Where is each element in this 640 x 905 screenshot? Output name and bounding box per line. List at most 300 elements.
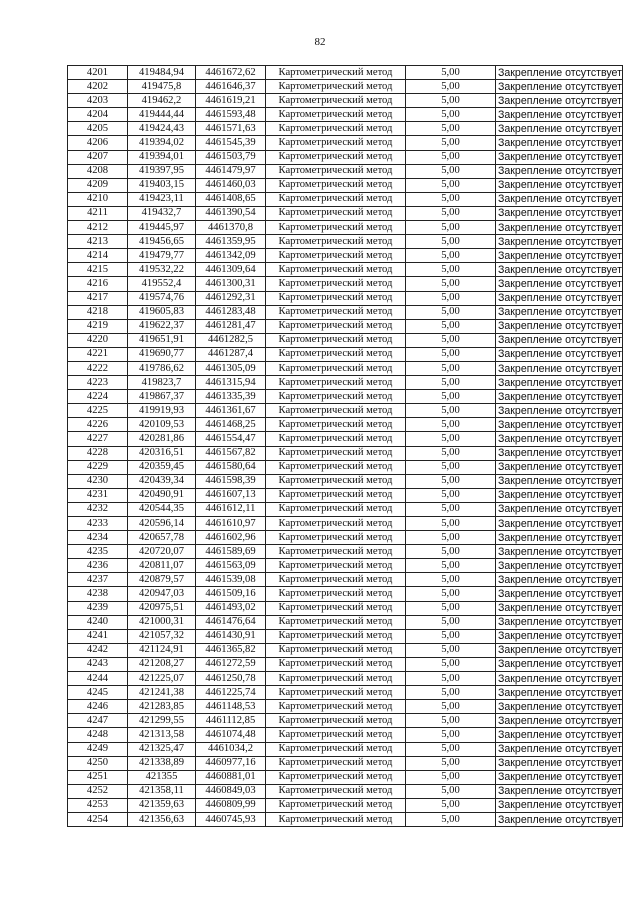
x-coordinate-cell: 419867,37: [128, 390, 196, 404]
point-number-cell: 4216: [68, 277, 128, 291]
x-coordinate-cell: 420947,03: [128, 587, 196, 601]
point-number-cell: 4250: [68, 756, 128, 770]
y-coordinate-cell: 4461300,31: [196, 277, 266, 291]
precision-cell: 5,00: [406, 531, 496, 545]
status-cell: Закрепление отсутствует: [496, 235, 623, 249]
y-coordinate-cell: 4461646,37: [196, 80, 266, 94]
precision-cell: 5,00: [406, 474, 496, 488]
method-cell: Картометрический метод: [266, 418, 406, 432]
x-coordinate-cell: 421358,11: [128, 784, 196, 798]
status-cell: Закрепление отсутствует: [496, 615, 623, 629]
status-cell: Закрепление отсутствует: [496, 643, 623, 657]
table-row: [68, 319, 623, 333]
point-number-cell: 4215: [68, 263, 128, 277]
status-cell: Закрепление отсутствует: [496, 221, 623, 235]
y-coordinate-cell: 4461509,16: [196, 587, 266, 601]
status-cell: Закрепление отсутствует: [496, 404, 623, 418]
x-coordinate-cell: 420720,07: [128, 545, 196, 559]
y-coordinate-cell: 4461598,39: [196, 474, 266, 488]
method-cell: Картометрический метод: [266, 164, 406, 178]
method-cell: Картометрический метод: [266, 235, 406, 249]
method-cell: Картометрический метод: [266, 700, 406, 714]
status-cell: Закрепление отсутствует: [496, 263, 623, 277]
precision-cell: 5,00: [406, 235, 496, 249]
precision-cell: 5,00: [406, 657, 496, 671]
point-number-cell: 4235: [68, 545, 128, 559]
x-coordinate-cell: 421299,55: [128, 714, 196, 728]
x-coordinate-cell: 419424,43: [128, 122, 196, 136]
y-coordinate-cell: 4461460,03: [196, 178, 266, 192]
table-row: [68, 643, 623, 657]
precision-cell: 5,00: [406, 136, 496, 150]
point-number-cell: 4234: [68, 531, 128, 545]
table-row: [68, 221, 623, 235]
y-coordinate-cell: 4461148,53: [196, 700, 266, 714]
point-number-cell: 4247: [68, 714, 128, 728]
point-number-cell: 4213: [68, 235, 128, 249]
precision-cell: 5,00: [406, 319, 496, 333]
x-coordinate-cell: 419919,93: [128, 404, 196, 418]
x-coordinate-cell: 420811,07: [128, 559, 196, 573]
point-number-cell: 4210: [68, 192, 128, 206]
point-number-cell: 4203: [68, 94, 128, 108]
method-cell: Картометрический метод: [266, 559, 406, 573]
method-cell: Картометрический метод: [266, 545, 406, 559]
point-number-cell: 4202: [68, 80, 128, 94]
status-cell: Закрепление отсутствует: [496, 531, 623, 545]
y-coordinate-cell: 4461309,64: [196, 263, 266, 277]
x-coordinate-cell: 421313,58: [128, 728, 196, 742]
precision-cell: 5,00: [406, 277, 496, 291]
method-cell: Картометрический метод: [266, 136, 406, 150]
y-coordinate-cell: 4461370,8: [196, 221, 266, 235]
x-coordinate-cell: 421325,47: [128, 742, 196, 756]
x-coordinate-cell: 421283,85: [128, 700, 196, 714]
x-coordinate-cell: 419475,8: [128, 80, 196, 94]
status-cell: Закрепление отсутствует: [496, 206, 623, 220]
status-cell: Закрепление отсутствует: [496, 812, 623, 826]
precision-cell: 5,00: [406, 333, 496, 347]
method-cell: Картометрический метод: [266, 404, 406, 418]
method-cell: Картометрический метод: [266, 643, 406, 657]
method-cell: Картометрический метод: [266, 390, 406, 404]
point-number-cell: 4243: [68, 657, 128, 671]
point-number-cell: 4204: [68, 108, 128, 122]
table-row: [68, 531, 623, 545]
precision-cell: 5,00: [406, 742, 496, 756]
method-cell: Картометрический метод: [266, 615, 406, 629]
method-cell: Картометрический метод: [266, 460, 406, 474]
page-number: 82: [314, 36, 326, 48]
precision-cell: 5,00: [406, 798, 496, 812]
status-cell: Закрепление отсутствует: [496, 784, 623, 798]
x-coordinate-cell: 419394,01: [128, 150, 196, 164]
status-cell: Закрепление отсутствует: [496, 178, 623, 192]
table-row: [68, 559, 623, 573]
y-coordinate-cell: 4461305,09: [196, 361, 266, 375]
y-coordinate-cell: 4461361,67: [196, 404, 266, 418]
y-coordinate-cell: 4461282,5: [196, 333, 266, 347]
coordinates-table: [67, 65, 623, 827]
y-coordinate-cell: 4461034,2: [196, 742, 266, 756]
table-row: [68, 615, 623, 629]
precision-cell: 5,00: [406, 249, 496, 263]
point-number-cell: 4207: [68, 150, 128, 164]
y-coordinate-cell: 4461672,62: [196, 66, 266, 80]
point-number-cell: 4205: [68, 122, 128, 136]
status-cell: Закрепление отсутствует: [496, 657, 623, 671]
x-coordinate-cell: 419445,97: [128, 221, 196, 235]
precision-cell: 5,00: [406, 488, 496, 502]
point-number-cell: 4223: [68, 376, 128, 390]
y-coordinate-cell: 4461225,74: [196, 686, 266, 700]
table-row: [68, 432, 623, 446]
precision-cell: 5,00: [406, 192, 496, 206]
y-coordinate-cell: 4460809,99: [196, 798, 266, 812]
table-row: [68, 770, 623, 784]
point-number-cell: 4246: [68, 700, 128, 714]
point-number-cell: 4209: [68, 178, 128, 192]
x-coordinate-cell: 420439,34: [128, 474, 196, 488]
method-cell: Картометрический метод: [266, 488, 406, 502]
status-cell: Закрепление отсутствует: [496, 432, 623, 446]
method-cell: Картометрический метод: [266, 728, 406, 742]
precision-cell: 5,00: [406, 263, 496, 277]
point-number-cell: 4201: [68, 66, 128, 80]
point-number-cell: 4253: [68, 798, 128, 812]
status-cell: Закрепление отсутствует: [496, 277, 623, 291]
method-cell: Картометрический метод: [266, 742, 406, 756]
table-row: [68, 164, 623, 178]
table-row: [68, 700, 623, 714]
x-coordinate-cell: 420109,53: [128, 418, 196, 432]
table-row: [68, 192, 623, 206]
y-coordinate-cell: 4460849,03: [196, 784, 266, 798]
method-cell: Картометрический метод: [266, 517, 406, 531]
point-number-cell: 4211: [68, 206, 128, 220]
y-coordinate-cell: 4461479,97: [196, 164, 266, 178]
precision-cell: 5,00: [406, 150, 496, 164]
table-row: [68, 249, 623, 263]
precision-cell: 5,00: [406, 770, 496, 784]
y-coordinate-cell: 4461554,47: [196, 432, 266, 446]
status-cell: Закрепление отсутствует: [496, 376, 623, 390]
y-coordinate-cell: 4461287,4: [196, 347, 266, 361]
status-cell: Закрепление отсутствует: [496, 798, 623, 812]
precision-cell: 5,00: [406, 80, 496, 94]
x-coordinate-cell: 421225,07: [128, 672, 196, 686]
method-cell: Картометрический метод: [266, 573, 406, 587]
method-cell: Картометрический метод: [266, 333, 406, 347]
x-coordinate-cell: 420544,35: [128, 502, 196, 516]
y-coordinate-cell: 4461292,31: [196, 291, 266, 305]
precision-cell: 5,00: [406, 418, 496, 432]
x-coordinate-cell: 419403,15: [128, 178, 196, 192]
table-row: [68, 108, 623, 122]
table-row: [68, 672, 623, 686]
precision-cell: 5,00: [406, 164, 496, 178]
y-coordinate-cell: 4461335,39: [196, 390, 266, 404]
precision-cell: 5,00: [406, 686, 496, 700]
y-coordinate-cell: 4461563,09: [196, 559, 266, 573]
y-coordinate-cell: 4461571,63: [196, 122, 266, 136]
table-row: [68, 136, 623, 150]
method-cell: Картометрический метод: [266, 221, 406, 235]
x-coordinate-cell: 420657,78: [128, 531, 196, 545]
point-number-cell: 4228: [68, 446, 128, 460]
table-row: [68, 686, 623, 700]
precision-cell: 5,00: [406, 305, 496, 319]
point-number-cell: 4252: [68, 784, 128, 798]
method-cell: Картометрический метод: [266, 291, 406, 305]
precision-cell: 5,00: [406, 756, 496, 770]
status-cell: Закрепление отсутствует: [496, 573, 623, 587]
precision-cell: 5,00: [406, 347, 496, 361]
table-row: [68, 728, 623, 742]
status-cell: Закрепление отсутствует: [496, 756, 623, 770]
method-cell: Картометрический метод: [266, 714, 406, 728]
table-row: [68, 94, 623, 108]
status-cell: Закрепление отсутствует: [496, 122, 623, 136]
table-row: [68, 460, 623, 474]
point-number-cell: 4222: [68, 361, 128, 375]
method-cell: Картометрический метод: [266, 263, 406, 277]
method-cell: Картометрический метод: [266, 770, 406, 784]
y-coordinate-cell: 4460881,01: [196, 770, 266, 784]
x-coordinate-cell: 420490,91: [128, 488, 196, 502]
point-number-cell: 4208: [68, 164, 128, 178]
status-cell: Закрепление отсутствует: [496, 502, 623, 516]
table-row: [68, 333, 623, 347]
y-coordinate-cell: 4461365,82: [196, 643, 266, 657]
status-cell: Закрепление отсутствует: [496, 728, 623, 742]
method-cell: Картометрический метод: [266, 347, 406, 361]
x-coordinate-cell: 421057,32: [128, 629, 196, 643]
x-coordinate-cell: 421355: [128, 770, 196, 784]
y-coordinate-cell: 4461602,96: [196, 531, 266, 545]
precision-cell: 5,00: [406, 784, 496, 798]
x-coordinate-cell: 421000,31: [128, 615, 196, 629]
precision-cell: 5,00: [406, 672, 496, 686]
point-number-cell: 4218: [68, 305, 128, 319]
point-number-cell: 4226: [68, 418, 128, 432]
point-number-cell: 4244: [68, 672, 128, 686]
y-coordinate-cell: 4461430,91: [196, 629, 266, 643]
method-cell: Картометрический метод: [266, 80, 406, 94]
y-coordinate-cell: 4460977,16: [196, 756, 266, 770]
point-number-cell: 4221: [68, 347, 128, 361]
table-row: [68, 601, 623, 615]
status-cell: Закрепление отсутствует: [496, 559, 623, 573]
table-row: [68, 502, 623, 516]
status-cell: Закрепление отсутствует: [496, 474, 623, 488]
status-cell: Закрепление отсутствует: [496, 361, 623, 375]
point-number-cell: 4242: [68, 643, 128, 657]
x-coordinate-cell: 419394,02: [128, 136, 196, 150]
precision-cell: 5,00: [406, 517, 496, 531]
y-coordinate-cell: 4461283,48: [196, 305, 266, 319]
point-number-cell: 4233: [68, 517, 128, 531]
precision-cell: 5,00: [406, 573, 496, 587]
status-cell: Закрепление отсутствует: [496, 80, 623, 94]
x-coordinate-cell: 419484,94: [128, 66, 196, 80]
precision-cell: 5,00: [406, 291, 496, 305]
method-cell: Картометрический метод: [266, 178, 406, 192]
table-row: [68, 798, 623, 812]
status-cell: Закрепление отсутствует: [496, 629, 623, 643]
precision-cell: 5,00: [406, 460, 496, 474]
x-coordinate-cell: 420879,57: [128, 573, 196, 587]
precision-cell: 5,00: [406, 108, 496, 122]
status-cell: Закрепление отсутствует: [496, 714, 623, 728]
method-cell: Картометрический метод: [266, 150, 406, 164]
status-cell: Закрепление отсутствует: [496, 700, 623, 714]
y-coordinate-cell: 4461610,97: [196, 517, 266, 531]
method-cell: Картометрический метод: [266, 446, 406, 460]
status-cell: Закрепление отсутствует: [496, 601, 623, 615]
precision-cell: 5,00: [406, 812, 496, 826]
y-coordinate-cell: 4461567,82: [196, 446, 266, 460]
method-cell: Картометрический метод: [266, 192, 406, 206]
status-cell: Закрепление отсутствует: [496, 333, 623, 347]
y-coordinate-cell: 4461359,95: [196, 235, 266, 249]
x-coordinate-cell: 419479,77: [128, 249, 196, 263]
y-coordinate-cell: 4461580,64: [196, 460, 266, 474]
y-coordinate-cell: 4461468,25: [196, 418, 266, 432]
precision-cell: 5,00: [406, 376, 496, 390]
method-cell: Картометрический метод: [266, 122, 406, 136]
method-cell: Картометрический метод: [266, 686, 406, 700]
table-row: [68, 812, 623, 826]
y-coordinate-cell: 4461342,09: [196, 249, 266, 263]
table-row: [68, 376, 623, 390]
status-cell: Закрепление отсутствует: [496, 305, 623, 319]
status-cell: Закрепление отсутствует: [496, 136, 623, 150]
y-coordinate-cell: 4461112,85: [196, 714, 266, 728]
x-coordinate-cell: 419397,95: [128, 164, 196, 178]
x-coordinate-cell: 419605,83: [128, 305, 196, 319]
precision-cell: 5,00: [406, 700, 496, 714]
point-number-cell: 4238: [68, 587, 128, 601]
x-coordinate-cell: 421356,63: [128, 812, 196, 826]
x-coordinate-cell: 421241,38: [128, 686, 196, 700]
method-cell: Картометрический метод: [266, 66, 406, 80]
point-number-cell: 4217: [68, 291, 128, 305]
y-coordinate-cell: 4461593,48: [196, 108, 266, 122]
point-number-cell: 4254: [68, 812, 128, 826]
x-coordinate-cell: 419651,91: [128, 333, 196, 347]
x-coordinate-cell: 421359,63: [128, 798, 196, 812]
y-coordinate-cell: 4461503,79: [196, 150, 266, 164]
x-coordinate-cell: 420316,51: [128, 446, 196, 460]
table-row: [68, 122, 623, 136]
table-row: [68, 517, 623, 531]
point-number-cell: 4241: [68, 629, 128, 643]
precision-cell: 5,00: [406, 629, 496, 643]
table-row: [68, 235, 623, 249]
method-cell: Картометрический метод: [266, 657, 406, 671]
method-cell: Картометрический метод: [266, 784, 406, 798]
precision-cell: 5,00: [406, 221, 496, 235]
method-cell: Картометрический метод: [266, 319, 406, 333]
table-row: [68, 756, 623, 770]
method-cell: Картометрический метод: [266, 474, 406, 488]
method-cell: Картометрический метод: [266, 108, 406, 122]
method-cell: Картометрический метод: [266, 432, 406, 446]
status-cell: Закрепление отсутствует: [496, 742, 623, 756]
status-cell: Закрепление отсутствует: [496, 672, 623, 686]
x-coordinate-cell: 419456,65: [128, 235, 196, 249]
x-coordinate-cell: 419444,44: [128, 108, 196, 122]
precision-cell: 5,00: [406, 559, 496, 573]
x-coordinate-cell: 419552,4: [128, 277, 196, 291]
precision-cell: 5,00: [406, 545, 496, 559]
y-coordinate-cell: 4461607,13: [196, 488, 266, 502]
table-row: [68, 80, 623, 94]
precision-cell: 5,00: [406, 446, 496, 460]
x-coordinate-cell: 420281,86: [128, 432, 196, 446]
method-cell: Картометрический метод: [266, 361, 406, 375]
point-number-cell: 4232: [68, 502, 128, 516]
table-row: [68, 446, 623, 460]
y-coordinate-cell: 4461408,65: [196, 192, 266, 206]
method-cell: Картометрический метод: [266, 94, 406, 108]
table-row: [68, 784, 623, 798]
method-cell: Картометрический метод: [266, 249, 406, 263]
table-row: [68, 474, 623, 488]
x-coordinate-cell: 420596,14: [128, 517, 196, 531]
method-cell: Картометрический метод: [266, 672, 406, 686]
x-coordinate-cell: 419823,7: [128, 376, 196, 390]
method-cell: Картометрический метод: [266, 629, 406, 643]
method-cell: Картометрический метод: [266, 601, 406, 615]
precision-cell: 5,00: [406, 66, 496, 80]
x-coordinate-cell: 419532,22: [128, 263, 196, 277]
precision-cell: 5,00: [406, 206, 496, 220]
table-row: [68, 390, 623, 404]
status-cell: Закрепление отсутствует: [496, 249, 623, 263]
method-cell: Картометрический метод: [266, 812, 406, 826]
x-coordinate-cell: 419622,37: [128, 319, 196, 333]
y-coordinate-cell: 4461589,69: [196, 545, 266, 559]
y-coordinate-cell: 4461074,48: [196, 728, 266, 742]
precision-cell: 5,00: [406, 643, 496, 657]
table-row: [68, 657, 623, 671]
point-number-cell: 4227: [68, 432, 128, 446]
status-cell: Закрепление отсутствует: [496, 164, 623, 178]
precision-cell: 5,00: [406, 601, 496, 615]
table-row: [68, 545, 623, 559]
status-cell: Закрепление отсутствует: [496, 770, 623, 784]
status-cell: Закрепление отсутствует: [496, 319, 623, 333]
y-coordinate-cell: 4461539,08: [196, 573, 266, 587]
table-row: [68, 714, 623, 728]
table-row: [68, 418, 623, 432]
x-coordinate-cell: 421124,91: [128, 643, 196, 657]
table-row: [68, 587, 623, 601]
method-cell: Картометрический метод: [266, 798, 406, 812]
coordinates-table-body: [68, 66, 623, 827]
precision-cell: 5,00: [406, 714, 496, 728]
method-cell: Картометрический метод: [266, 305, 406, 319]
x-coordinate-cell: 421338,89: [128, 756, 196, 770]
point-number-cell: 4251: [68, 770, 128, 784]
y-coordinate-cell: 4461545,39: [196, 136, 266, 150]
point-number-cell: 4219: [68, 319, 128, 333]
point-number-cell: 4240: [68, 615, 128, 629]
point-number-cell: 4214: [68, 249, 128, 263]
table-row: [68, 742, 623, 756]
